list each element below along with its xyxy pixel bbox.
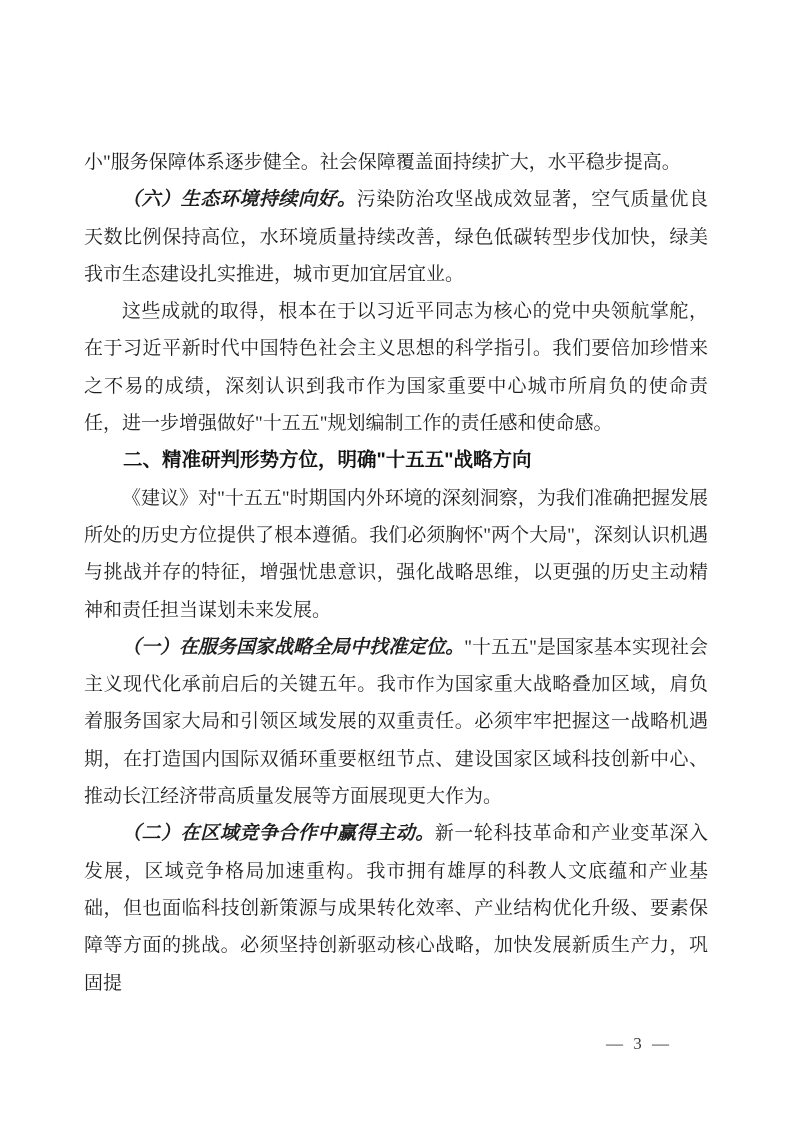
section-heading: 二、精准研判形势方位，明确"十五五"战略方向: [123, 449, 532, 472]
paragraph-lead: （一）在服务国家战略全局中找准定位。: [122, 636, 465, 658]
paragraph-item-six-ecology: [84, 181, 708, 293]
paragraph-text: 污染防治攻坚战成效显著，空气质量优良天数比例保持高位，水环境质量持续改善，绿色低碳转型步伐加快，绿美我市生态建设扎实推进，城市更加宜居宜业。: [84, 189, 708, 285]
paragraph-carryover: 小"服务保障体系逐步健全。社会保障覆盖面持续扩大，水平稳步提高。: [84, 152, 681, 173]
document-body: [84, 144, 708, 1002]
paragraph-lead: （六）生态环境持续向好。: [122, 189, 357, 211]
paragraph-achievements-attribution: 这些成就的取得，根本在于以习近平同志为核心的党中央领航掌舵，在于习近平新时代中国特色社会主义思想的科学指引。我们要倍加珍惜来之不易的成绩，深刻认识到我市作为国家重要中心城市所肩负的使命责任，进一步增强做好"十五五"规划编制工作的责任感和使命感。: [84, 301, 708, 435]
paragraph-text: 新一轮科技革命和产业变革深入发展，区域竞争格局加速重构。我市拥有雄厚的科教人文底蕴和产业基础，但也面临科技创新策源与成果转化效率、产业结构优化升级、要素保障等方面的挑战。必须坚持创新驱动核心战略，加快发展新质生产力，巩固提: [84, 823, 708, 994]
paragraph-lead: （二）在区域竞争合作中赢得主动。: [122, 823, 435, 845]
paragraph-text: "十五五"是国家基本实现社会主义现代化承前启后的关键五年。我市作为国家重大战略叠加区域，肩负着服务国家大局和引领区域发展的双重责任。必须牢牢把握这一战略机遇期，在打造国内国际双循环重要枢纽节点、建设国家区域科技创新中心、推动长江经济带高质量发展等方面展现更大作为。: [84, 636, 708, 808]
paragraph-item-one-national-strategy: [84, 629, 708, 815]
paragraph-proposal-insight: 《建议》对"十五五"时期国内外环境的深刻洞察，为我们准确把握发展所处的历史方位提供了根本遵循。我们必须胸怀"两个大局"，深刻认识机遇与挑战并存的特征，增强忧患意识，强化战略思维，以更强的历史主动精神和责任担当谋划未来发展。: [84, 487, 708, 621]
paragraph-item-two-regional-competition: [84, 815, 708, 1001]
page-number: — 3 —: [606, 1034, 669, 1053]
